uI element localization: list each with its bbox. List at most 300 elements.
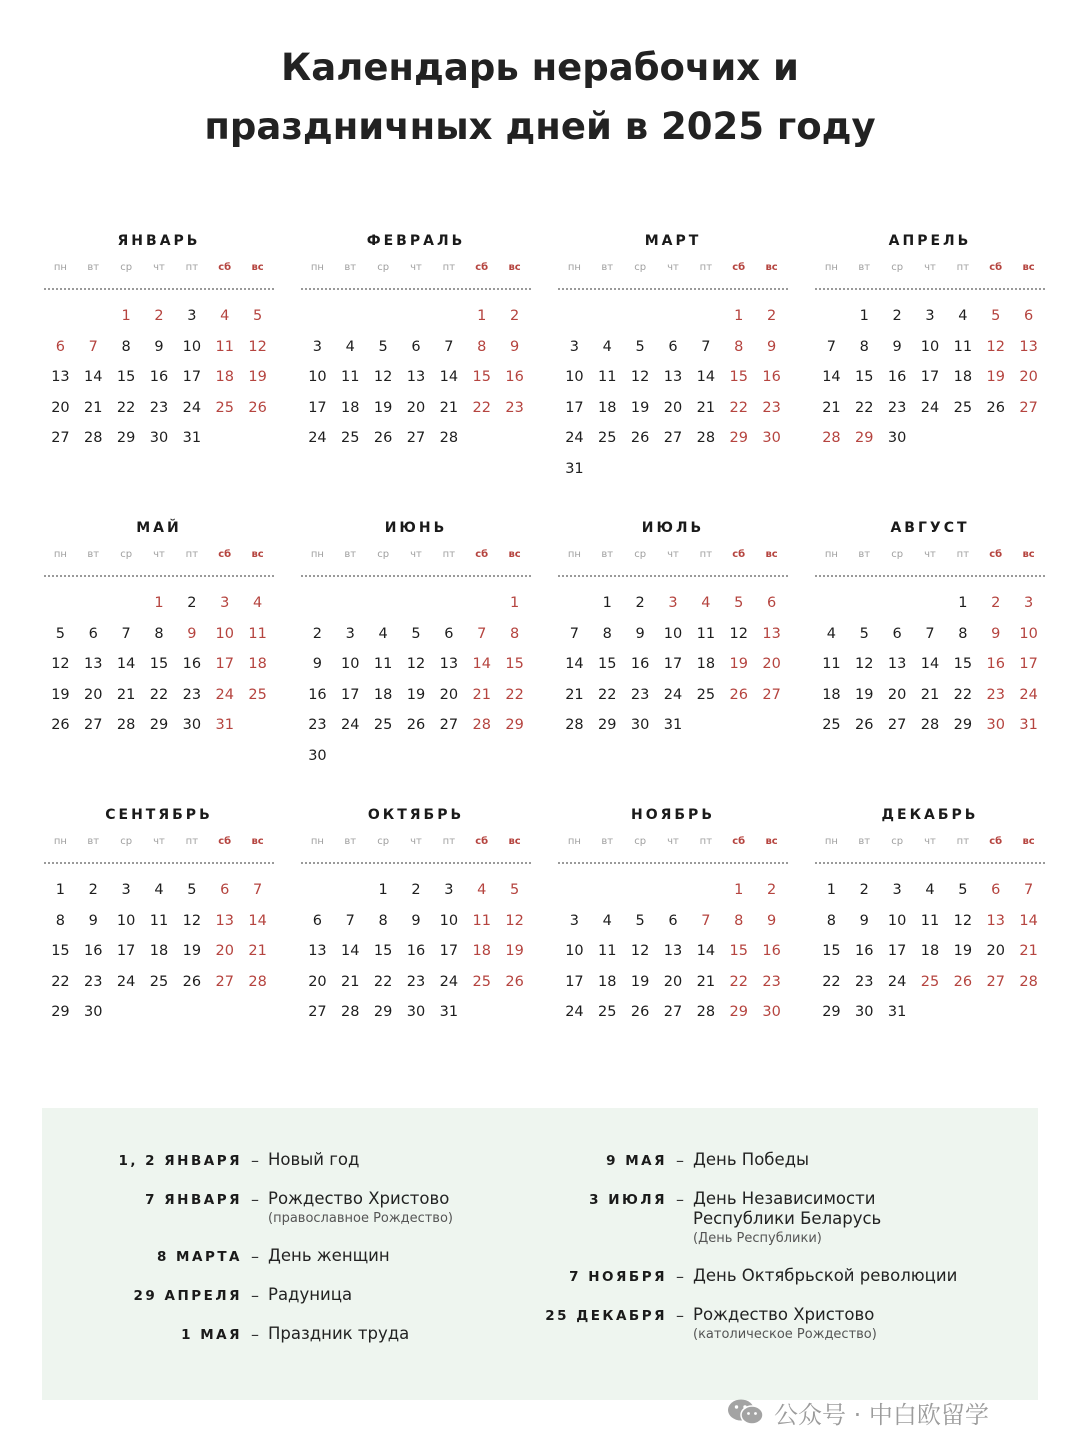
day-cell: 8 <box>378 912 388 929</box>
weekday-label: ср <box>891 549 904 560</box>
day-cell: 19 <box>373 399 393 416</box>
weekday-label: сб <box>732 549 746 560</box>
day-cell: 18 <box>248 656 267 672</box>
day-cell: 27 <box>663 1004 683 1020</box>
week-row <box>558 710 788 741</box>
weekday-label: пт <box>185 262 199 273</box>
holiday-date: 7 НОЯБРЯ <box>569 1269 667 1285</box>
day-cell: 14 <box>696 943 716 959</box>
legend-item <box>472 1150 1032 1172</box>
day-cell: 25 <box>248 686 267 703</box>
day-cell: 9 <box>509 338 520 355</box>
empty-day-cell <box>979 423 1012 454</box>
day-cell: 21 <box>84 399 103 416</box>
day-cell: 9 <box>766 338 777 355</box>
weekday-label: пн <box>567 836 581 847</box>
day-cell: 13 <box>215 912 234 929</box>
day-cell: 14 <box>341 943 360 959</box>
day-cell: 24 <box>215 686 234 703</box>
day-cell: 12 <box>248 338 267 355</box>
holiday-name: Новый год <box>268 1150 360 1169</box>
day-cell: 28 <box>248 973 267 990</box>
day-cell: 28 <box>822 430 841 446</box>
day-cell: 17 <box>341 686 360 703</box>
day-cell: 27 <box>84 717 103 733</box>
day-cell: 30 <box>887 430 907 446</box>
day-cell: 6 <box>55 338 66 355</box>
weekday-label: пн <box>53 262 67 273</box>
week-row <box>44 649 274 680</box>
month-name: МАЙ <box>136 520 182 536</box>
day-cell: 5 <box>378 338 388 355</box>
week-row <box>558 997 788 1028</box>
month-block <box>815 224 1045 511</box>
day-cell: 24 <box>887 973 907 990</box>
day-cell: 4 <box>701 595 711 611</box>
weekday-label: чт <box>924 836 936 847</box>
day-cell: 20 <box>215 943 234 959</box>
weekday-label: вс <box>1022 549 1035 560</box>
day-cell: 27 <box>1019 399 1038 416</box>
weekday-label: пт <box>699 836 713 847</box>
day-cell: 1 <box>734 308 744 324</box>
day-cell: 12 <box>729 625 748 642</box>
day-cell: 21 <box>696 973 716 990</box>
day-cell: 5 <box>252 308 263 324</box>
day-cell: 12 <box>182 912 202 929</box>
weekday-label: вт <box>858 549 871 560</box>
day-cell: 19 <box>855 686 874 703</box>
day-cell: 18 <box>696 656 716 672</box>
day-cell: 19 <box>51 686 70 703</box>
empty-day-cell <box>400 588 433 619</box>
day-cell: 13 <box>663 943 683 959</box>
holiday-note: (День Республики) <box>693 1231 822 1246</box>
day-cell: 11 <box>472 912 491 929</box>
day-cell: 20 <box>663 399 683 416</box>
week-row <box>815 423 1045 454</box>
day-cell: 26 <box>630 430 650 446</box>
weekday-label: чт <box>410 836 422 847</box>
empty-day-cell <box>77 588 110 619</box>
weekday-header <box>558 832 788 852</box>
day-cell: 6 <box>766 595 777 611</box>
weekday-header <box>44 258 274 278</box>
day-cell: 21 <box>920 686 940 703</box>
day-cell: 1 <box>734 882 744 898</box>
weekday-label: пт <box>956 262 970 273</box>
day-cell: 22 <box>505 686 524 703</box>
week-row <box>44 906 274 937</box>
weekday-label: чт <box>153 836 165 847</box>
month-name: ИЮЛЬ <box>641 520 705 536</box>
day-cell: 1 <box>121 308 131 324</box>
day-cell: 3 <box>668 595 678 611</box>
month-name: НОЯБРЬ <box>630 807 715 823</box>
day-cell: 3 <box>569 912 580 929</box>
day-cell: 29 <box>822 1004 841 1020</box>
weekday-label: пн <box>310 262 324 273</box>
day-cell: 25 <box>215 399 234 416</box>
weekday-label: пн <box>53 836 67 847</box>
month-block <box>301 224 531 511</box>
watermark-text: 公众号 · 中白欧留学 <box>774 1400 989 1429</box>
day-cell: 1 <box>826 882 837 898</box>
empty-day-cell <box>208 423 241 454</box>
holiday-date: 25 ДЕКАБРЯ <box>545 1308 667 1324</box>
day-cell: 30 <box>762 1004 781 1020</box>
week-row <box>558 362 788 393</box>
dotted-divider <box>301 575 531 577</box>
day-cell: 17 <box>920 369 940 385</box>
empty-day-cell <box>301 301 334 332</box>
day-cell: 8 <box>602 625 612 642</box>
day-cell: 25 <box>598 430 617 446</box>
empty-day-cell <box>914 423 947 454</box>
day-cell: 14 <box>920 656 940 672</box>
day-cell: 23 <box>887 399 907 416</box>
day-cell: 4 <box>220 308 230 324</box>
day-cell: 23 <box>84 973 103 990</box>
holiday-note: (католическое Рождество) <box>693 1327 877 1342</box>
day-cell: 21 <box>1019 943 1038 959</box>
week-row <box>558 423 788 454</box>
day-cell: 4 <box>602 912 612 929</box>
week-row <box>301 301 531 332</box>
title-line-2: праздничных дней в 2025 году <box>204 105 876 148</box>
week-row <box>815 997 1045 1028</box>
week-row <box>44 423 274 454</box>
day-cell: 27 <box>887 717 907 733</box>
day-cell: 9 <box>859 912 869 929</box>
day-cell: 6 <box>444 625 454 642</box>
day-cell: 24 <box>308 430 327 446</box>
weekday-label: вт <box>87 836 100 847</box>
day-cell: 26 <box>505 973 524 990</box>
empty-day-cell <box>110 588 143 619</box>
weekday-header <box>301 545 531 565</box>
weekday-label: вт <box>344 549 357 560</box>
day-cell: 27 <box>762 686 781 703</box>
day-cell: 15 <box>373 943 393 959</box>
day-cell: 28 <box>696 1004 716 1020</box>
day-cell: 26 <box>630 1004 650 1020</box>
day-cell: 6 <box>1023 308 1034 324</box>
month-block <box>301 511 531 798</box>
month-name: ИЮНЬ <box>384 520 448 536</box>
legend-item <box>42 1246 542 1268</box>
day-cell: 13 <box>84 656 103 672</box>
empty-day-cell <box>657 301 690 332</box>
day-cell: 3 <box>187 308 197 324</box>
day-cell: 25 <box>341 430 360 446</box>
weekday-label: чт <box>667 836 679 847</box>
day-cell: 10 <box>341 656 360 672</box>
day-cell: 23 <box>406 973 426 990</box>
legend-right-column <box>472 1150 1032 1362</box>
day-cell: 21 <box>822 399 841 416</box>
weekday-header <box>815 832 1045 852</box>
week-row <box>44 619 274 650</box>
day-cell: 31 <box>215 717 234 733</box>
weekday-header <box>558 545 788 565</box>
empty-day-cell <box>657 454 690 485</box>
day-cell: 1 <box>509 595 520 611</box>
day-cell: 12 <box>505 912 524 929</box>
day-cell: 5 <box>734 595 744 611</box>
day-cell: 8 <box>734 912 744 929</box>
month-name: ОКТЯБРЬ <box>367 807 465 823</box>
day-cell: 16 <box>855 943 874 959</box>
month-name: СЕНТЯБРЬ <box>105 807 213 823</box>
day-cell: 31 <box>565 460 584 477</box>
day-cell: 4 <box>826 625 837 642</box>
day-cell: 31 <box>887 1004 907 1020</box>
empty-day-cell <box>979 997 1012 1028</box>
day-cell: 9 <box>88 912 98 929</box>
month-block <box>301 798 531 1085</box>
day-cell: 17 <box>663 656 683 672</box>
day-cell: 30 <box>630 717 650 733</box>
empty-day-cell <box>498 997 531 1028</box>
weekday-label: ср <box>120 262 133 273</box>
week-row <box>301 619 531 650</box>
weekday-label: сб <box>989 836 1003 847</box>
day-cell: 16 <box>406 943 426 959</box>
day-cell: 19 <box>729 656 748 672</box>
day-cell: 13 <box>762 625 781 642</box>
weekday-label: пт <box>442 549 456 560</box>
day-cell: 26 <box>406 717 426 733</box>
day-cell: 29 <box>505 717 524 733</box>
month-block <box>815 511 1045 798</box>
weekday-label: чт <box>924 549 936 560</box>
weekday-label: вт <box>858 262 871 273</box>
week-row <box>44 332 274 363</box>
empty-day-cell <box>465 588 498 619</box>
day-cell: 11 <box>598 943 617 959</box>
empty-day-cell <box>465 997 498 1028</box>
day-cell: 26 <box>373 430 393 446</box>
day-cell: 21 <box>341 973 360 990</box>
day-cell: 18 <box>341 399 360 416</box>
day-cell: 17 <box>215 656 234 672</box>
day-cell: 2 <box>766 882 777 898</box>
weekday-label: вс <box>1022 262 1035 273</box>
week-row <box>301 362 531 393</box>
day-cell: 5 <box>635 338 645 355</box>
day-cell: 16 <box>762 369 781 385</box>
week-row <box>815 362 1045 393</box>
day-cell: 30 <box>149 430 169 446</box>
day-cell: 19 <box>248 369 267 385</box>
weekday-label: сб <box>218 549 232 560</box>
day-cell: 28 <box>1019 973 1038 990</box>
day-cell: 7 <box>444 338 454 355</box>
day-cell: 22 <box>149 686 169 703</box>
day-cell: 31 <box>663 717 683 733</box>
day-cell: 12 <box>373 369 393 385</box>
day-cell: 3 <box>925 308 935 324</box>
day-cell: 15 <box>472 369 491 385</box>
day-cell: 4 <box>154 882 164 898</box>
day-cell: 22 <box>116 399 136 416</box>
weekday-label: ср <box>634 836 647 847</box>
day-cell: 13 <box>308 943 327 959</box>
weekday-label: ср <box>891 836 904 847</box>
day-cell: 6 <box>668 912 678 929</box>
day-cell: 24 <box>920 399 940 416</box>
day-cell: 25 <box>598 1004 617 1020</box>
day-cell: 10 <box>1019 625 1038 642</box>
day-cell: 4 <box>958 308 968 324</box>
legend-dash: – <box>676 1151 684 1170</box>
weekday-label: ср <box>377 549 390 560</box>
day-cell: 5 <box>859 625 869 642</box>
empty-day-cell <box>334 301 367 332</box>
day-cell: 25 <box>149 973 169 990</box>
day-cell: 12 <box>855 656 874 672</box>
day-cell: 7 <box>1023 882 1034 898</box>
legend-dash: – <box>676 1306 684 1325</box>
day-cell: 21 <box>696 399 716 416</box>
day-cell: 22 <box>729 399 748 416</box>
empty-day-cell <box>400 301 433 332</box>
day-cell: 5 <box>991 308 1001 324</box>
week-row <box>301 997 531 1028</box>
week-row <box>44 936 274 967</box>
weekday-label: вт <box>858 836 871 847</box>
day-cell: 12 <box>953 912 973 929</box>
empty-day-cell <box>208 997 241 1028</box>
day-cell: 10 <box>920 338 940 355</box>
day-cell: 23 <box>505 399 524 416</box>
empty-day-cell <box>815 588 848 619</box>
weekday-label: вс <box>765 549 778 560</box>
day-cell: 22 <box>953 686 973 703</box>
week-row <box>301 649 531 680</box>
day-cell: 3 <box>220 595 230 611</box>
day-cell: 22 <box>598 686 617 703</box>
month-block <box>44 224 274 511</box>
day-cell: 14 <box>84 369 103 385</box>
day-cell: 28 <box>116 717 136 733</box>
day-cell: 18 <box>822 686 841 703</box>
weekday-label: чт <box>410 549 422 560</box>
day-cell: 25 <box>822 717 841 733</box>
empty-day-cell <box>558 301 591 332</box>
day-cell: 19 <box>505 943 524 959</box>
empty-day-cell <box>689 875 722 906</box>
empty-day-cell <box>848 588 881 619</box>
day-cell: 10 <box>182 338 202 355</box>
day-cell: 2 <box>411 882 421 898</box>
day-cell: 27 <box>439 717 459 733</box>
day-cell: 11 <box>920 912 940 929</box>
day-cell: 7 <box>345 912 355 929</box>
empty-day-cell <box>334 588 367 619</box>
week-row <box>301 588 531 619</box>
watermark <box>726 1393 989 1431</box>
empty-day-cell <box>914 588 947 619</box>
day-cell: 28 <box>565 717 584 733</box>
weekday-label: пн <box>310 549 324 560</box>
legend-dash: – <box>251 1151 259 1170</box>
day-cell: 9 <box>411 912 421 929</box>
legend-item <box>472 1189 1032 1249</box>
day-cell: 15 <box>953 656 973 672</box>
day-cell: 9 <box>154 338 164 355</box>
day-cell: 30 <box>182 717 202 733</box>
weekday-label: пн <box>567 549 581 560</box>
weekday-header <box>558 258 788 278</box>
empty-day-cell <box>755 710 788 741</box>
day-cell: 4 <box>925 882 935 898</box>
day-cell: 29 <box>116 430 136 446</box>
day-cell: 9 <box>892 338 902 355</box>
day-cell: 25 <box>953 399 973 416</box>
holiday-description <box>268 1150 359 1170</box>
week-row <box>558 588 788 619</box>
month-name: МАРТ <box>644 233 702 249</box>
week-row <box>44 967 274 998</box>
week-row <box>815 967 1045 998</box>
day-cell: 30 <box>986 717 1005 733</box>
day-cell: 7 <box>826 338 837 355</box>
week-row <box>558 649 788 680</box>
week-row <box>815 875 1045 906</box>
empty-day-cell <box>689 710 722 741</box>
day-cell: 11 <box>598 369 617 385</box>
week-row <box>558 332 788 363</box>
week-row <box>815 680 1045 711</box>
day-cell: 24 <box>565 430 584 446</box>
empty-day-cell <box>946 997 979 1028</box>
legend-left-column <box>42 1150 542 1363</box>
month-name: АПРЕЛЬ <box>888 233 972 249</box>
day-cell: 28 <box>472 717 491 733</box>
day-cell: 13 <box>986 912 1005 929</box>
empty-day-cell <box>815 301 848 332</box>
dotted-divider <box>558 288 788 290</box>
legend-item <box>42 1189 542 1229</box>
empty-day-cell <box>624 301 657 332</box>
empty-day-cell <box>558 588 591 619</box>
day-cell: 25 <box>373 717 393 733</box>
weekday-label: сб <box>989 549 1003 560</box>
day-cell: 14 <box>822 369 841 385</box>
day-cell: 5 <box>958 882 968 898</box>
day-cell: 29 <box>953 717 973 733</box>
empty-day-cell <box>465 741 498 772</box>
empty-day-cell <box>624 875 657 906</box>
day-cell: 26 <box>51 717 70 733</box>
empty-day-cell <box>755 454 788 485</box>
day-cell: 27 <box>308 1004 327 1020</box>
day-cell: 6 <box>411 338 421 355</box>
weekday-label: вт <box>601 836 614 847</box>
day-cell: 10 <box>565 943 584 959</box>
day-cell: 18 <box>149 943 169 959</box>
day-cell: 10 <box>215 625 234 642</box>
day-cell: 7 <box>925 625 935 642</box>
month-block <box>44 511 274 798</box>
week-row <box>301 393 531 424</box>
day-cell: 7 <box>88 338 98 355</box>
empty-day-cell <box>914 997 947 1028</box>
holiday-legend <box>42 1108 1038 1400</box>
holiday-description <box>693 1266 957 1286</box>
